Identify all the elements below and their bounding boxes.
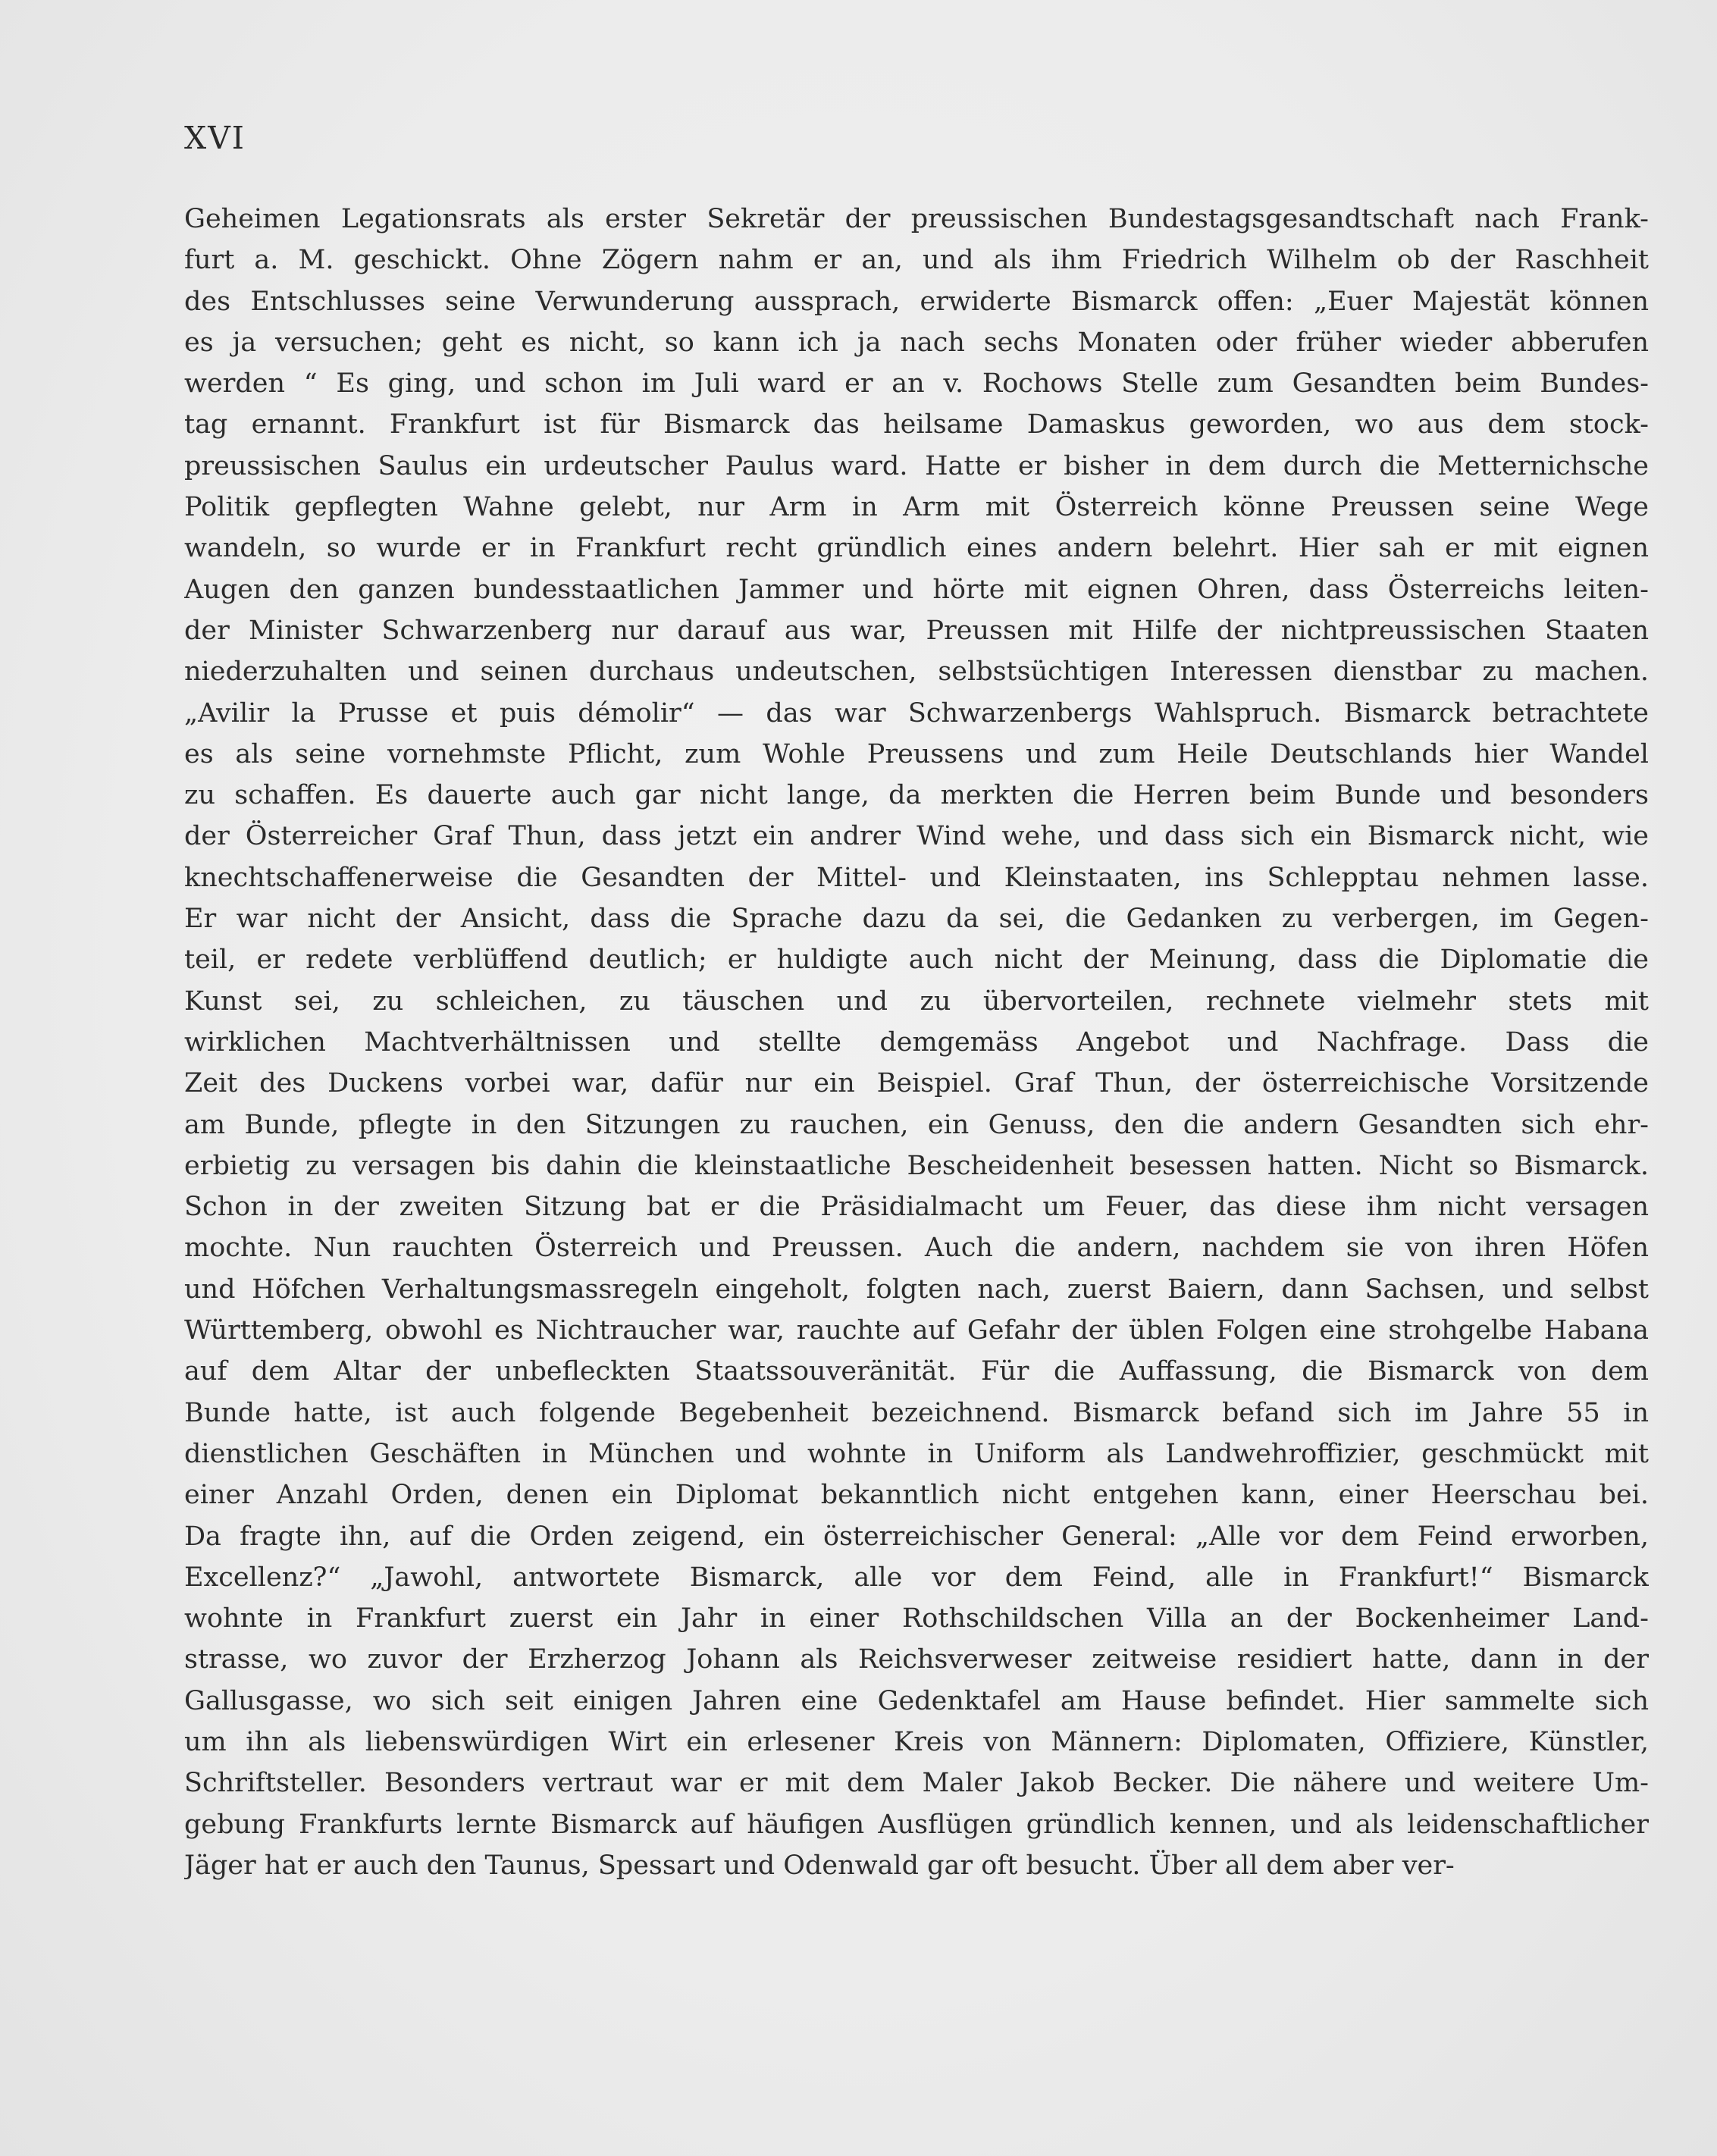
text-line: Schriftsteller. Besonders vertraut war er mit dem Maler Jakob Becker. Die nähere und weitere Um- — [184, 1768, 1649, 1799]
text-line: Geheimen Legationsrats als erster Sekretär der preussischen Bundestagsgesandtschaft nach Frank- — [184, 204, 1649, 234]
text-line: werden “ Es ging, und schon im Juli ward er an v. Rochows Stelle zum Gesandten beim Bundes- — [184, 368, 1649, 400]
text-line: auf dem Altar der unbefleckten Staatssouveränität. Für die Auffassung, die Bismarck von dem — [184, 1356, 1649, 1387]
text-line: wirklichen Machtverhältnissen und stellte demgemäss Angebot und Nachfrage. Dass die — [184, 1026, 1649, 1058]
text-line: erbietig zu versagen bis dahin die kleinstaatliche Bescheidenheit besessen hatten. Nicht so Bismarck. — [184, 1150, 1649, 1181]
text-line: „Avilir la Prusse et puis démolir“ — das war Schwarzenbergs Wahlspruch. Bismarck betrachtete — [184, 697, 1649, 729]
page-number: XVI — [184, 120, 246, 156]
text-line: preussischen Saulus ein urdeutscher Paulus ward. Hatte er bisher in dem durch die Metternichsche — [184, 450, 1649, 481]
text-line: um ihn als liebenswürdigen Wirt ein erlesener Kreis von Männern: Diplomaten, Offiziere, Künstler, — [184, 1726, 1649, 1757]
text-line: Augen den ganzen bundesstaatlichen Jammer und hörte mit eignen Ohren, dass Österreichs leiten- — [184, 574, 1649, 605]
text-line: Zeit des Duckens vorbei war, dafür nur ein Beispiel. Graf Thun, der österreichische Vorsitzende — [184, 1068, 1649, 1099]
body-text — [184, 199, 1649, 1886]
text-line: Württemberg, obwohl es Nichtraucher war, rauchte auf Gefahr der üblen Folgen eine strohgelbe Habana — [184, 1315, 1649, 1346]
text-line: Bunde hatte, ist auch folgende Begebenheit bezeichnend. Bismarck befand sich im Jahre 55 in — [184, 1397, 1649, 1428]
text-line: Schon in der zweiten Sitzung bat er die Präsidialmacht um Feuer, das diese ihm nicht versagen — [184, 1192, 1649, 1223]
text-line: strasse, wo zuvor der Erzherzog Johann als Reichsverweser zeitweise residiert hatte, dann in der — [184, 1644, 1649, 1675]
text-line: mochte. Nun rauchten Österreich und Preussen. Auch die andern, nachdem sie von ihren Höfen — [184, 1233, 1649, 1264]
text-line: des Entschlusses seine Verwunderung aussprach, erwiderte Bismarck offen: „Euer Majestät können — [184, 286, 1649, 317]
text-line: es ja versuchen; geht es nicht, so kann ich ja nach sechs Monaten oder früher wieder abberufen — [184, 327, 1649, 358]
text-line: Da fragte ihn, auf die Orden zeigend, ein österreichischer General: „Alle vor dem Feind erworben, — [184, 1521, 1649, 1552]
text-line: niederzuhalten und seinen durchaus undeutschen, selbstsüchtigen Interessen dienstbar zu machen. — [184, 657, 1649, 688]
text-line: Jäger hat er auch den Taunus, Spessart und Odenwald gar oft besucht. Über all dem aber ver- — [184, 1850, 1455, 1881]
text-line: einer Anzahl Orden, denen ein Diplomat bekanntlich nicht entgehen kann, einer Heerschau bei. — [184, 1480, 1649, 1511]
text-line: Kunst sei, zu schleichen, zu täuschen und zu übervorteilen, rechnete vielmehr stets mit — [184, 986, 1649, 1017]
text-line: knechtschaffenerweise die Gesandten der Mittel- und Kleinstaaten, ins Schlepptau nehmen lasse. — [184, 862, 1649, 893]
text-line: teil, er redete verblüffend deutlich; er huldigte auch nicht der Meinung, dass die Diplomatie die — [184, 945, 1649, 976]
text-line: der Österreicher Graf Thun, dass jetzt ein andrer Wind wehe, und dass sich ein Bismarck nicht, wie — [184, 821, 1649, 852]
text-line: am Bunde, pflegte in den Sitzungen zu rauchen, ein Genuss, den die andern Gesandten sich ehr- — [184, 1109, 1649, 1140]
text-line: der Minister Schwarzenberg nur darauf aus war, Preussen mit Hilfe der nichtpreussischen Staaten — [184, 615, 1649, 646]
text-line: furt a. M. geschickt. Ohne Zögern nahm er an, und als ihm Friedrich Wilhelm ob der Raschheit — [184, 245, 1649, 276]
text-line: gebung Frankfurts lernte Bismarck auf häufigen Ausflügen gründlich kennen, und als leidenschaftlicher — [184, 1809, 1649, 1840]
text-line: Excellenz?“ „Jawohl, antwortete Bismarck, alle vor dem Feind, alle in Frankfurt!“ Bismarck — [184, 1562, 1649, 1593]
text-line: und Höfchen Verhaltungsmassregeln eingeholt, folgten nach, zuerst Baiern, dann Sachsen, und selbst — [184, 1274, 1649, 1305]
text-line: Politik gepflegten Wahne gelebt, nur Arm in Arm mit Österreich könne Preussen seine Wege — [184, 492, 1649, 523]
text-line: zu schaffen. Es dauerte auch gar nicht lange, da merkten die Herren beim Bunde und besonders — [184, 780, 1649, 811]
text-line: tag ernannt. Frankfurt ist für Bismarck das heilsame Damaskus geworden, wo aus dem stock- — [184, 409, 1649, 440]
text-line: es als seine vornehmste Pflicht, zum Wohle Preussens und zum Heile Deutschlands hier Wandel — [184, 738, 1649, 769]
text-line: wandeln, so wurde er in Frankfurt recht gründlich eines andern belehrt. Hier sah er mit eignen — [184, 533, 1649, 564]
text-line: wohnte in Frankfurt zuerst ein Jahr in einer Rothschildschen Villa an der Bockenheimer Land- — [184, 1603, 1649, 1634]
text-line: dienstlichen Geschäften in München und wohnte in Uniform als Landwehroffizier, geschmückt mit — [184, 1438, 1649, 1469]
text-line: Er war nicht der Ansicht, dass die Sprache dazu da sei, die Gedanken zu verbergen, im Gegen- — [184, 904, 1649, 935]
text-line: Gallusgasse, wo sich seit einigen Jahren eine Gedenktafel am Hause befindet. Hier sammelte sich — [184, 1685, 1649, 1716]
